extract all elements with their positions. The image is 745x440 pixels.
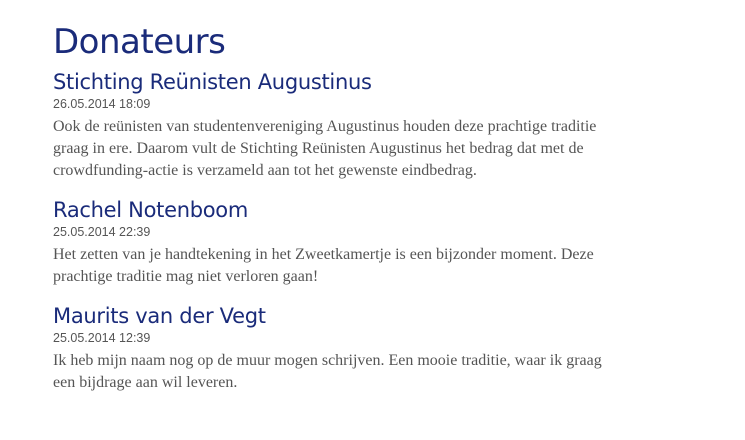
donor-message-line: graag in ere. Daarom vult de Stichting Reünisten Augustinus het bedrag dat met de — [53, 140, 584, 157]
page-title: Donateurs — [53, 22, 226, 62]
donor-page — [53, 20, 713, 408]
donor-date: 25.05.2014 12:39 — [53, 331, 151, 345]
donor-name: Rachel Notenboom — [53, 198, 248, 222]
donor-message — [53, 116, 713, 182]
donor-entry — [53, 196, 713, 288]
donor-date: 26.05.2014 18:09 — [53, 97, 151, 111]
donor-message — [53, 244, 713, 288]
donor-name: Stichting Reünisten Augustinus — [53, 70, 372, 94]
donor-message-line: een bijdrage aan wil leveren. — [53, 374, 238, 391]
donor-entry — [53, 68, 713, 182]
donor-message-line: Ik heb mijn naam nog op de muur mogen schrijven. Een mooie traditie, waar ik graag — [53, 352, 602, 369]
donor-name: Maurits van der Vegt — [53, 304, 266, 328]
donor-message-line: crowdfunding-actie is verzameld aan tot het gewenste eindbedrag. — [53, 162, 477, 179]
donor-message-line: Ook de reünisten van studentenvereniging Augustinus houden deze prachtige traditie — [53, 118, 597, 135]
donor-message — [53, 350, 713, 394]
donor-date: 25.05.2014 22:39 — [53, 225, 151, 239]
donor-message-line: prachtige traditie mag niet verloren gaan! — [53, 268, 319, 285]
donor-entry — [53, 302, 713, 394]
donor-message-line: Het zetten van je handtekening in het Zweetkamertje is een bijzonder moment. Deze — [53, 246, 594, 263]
